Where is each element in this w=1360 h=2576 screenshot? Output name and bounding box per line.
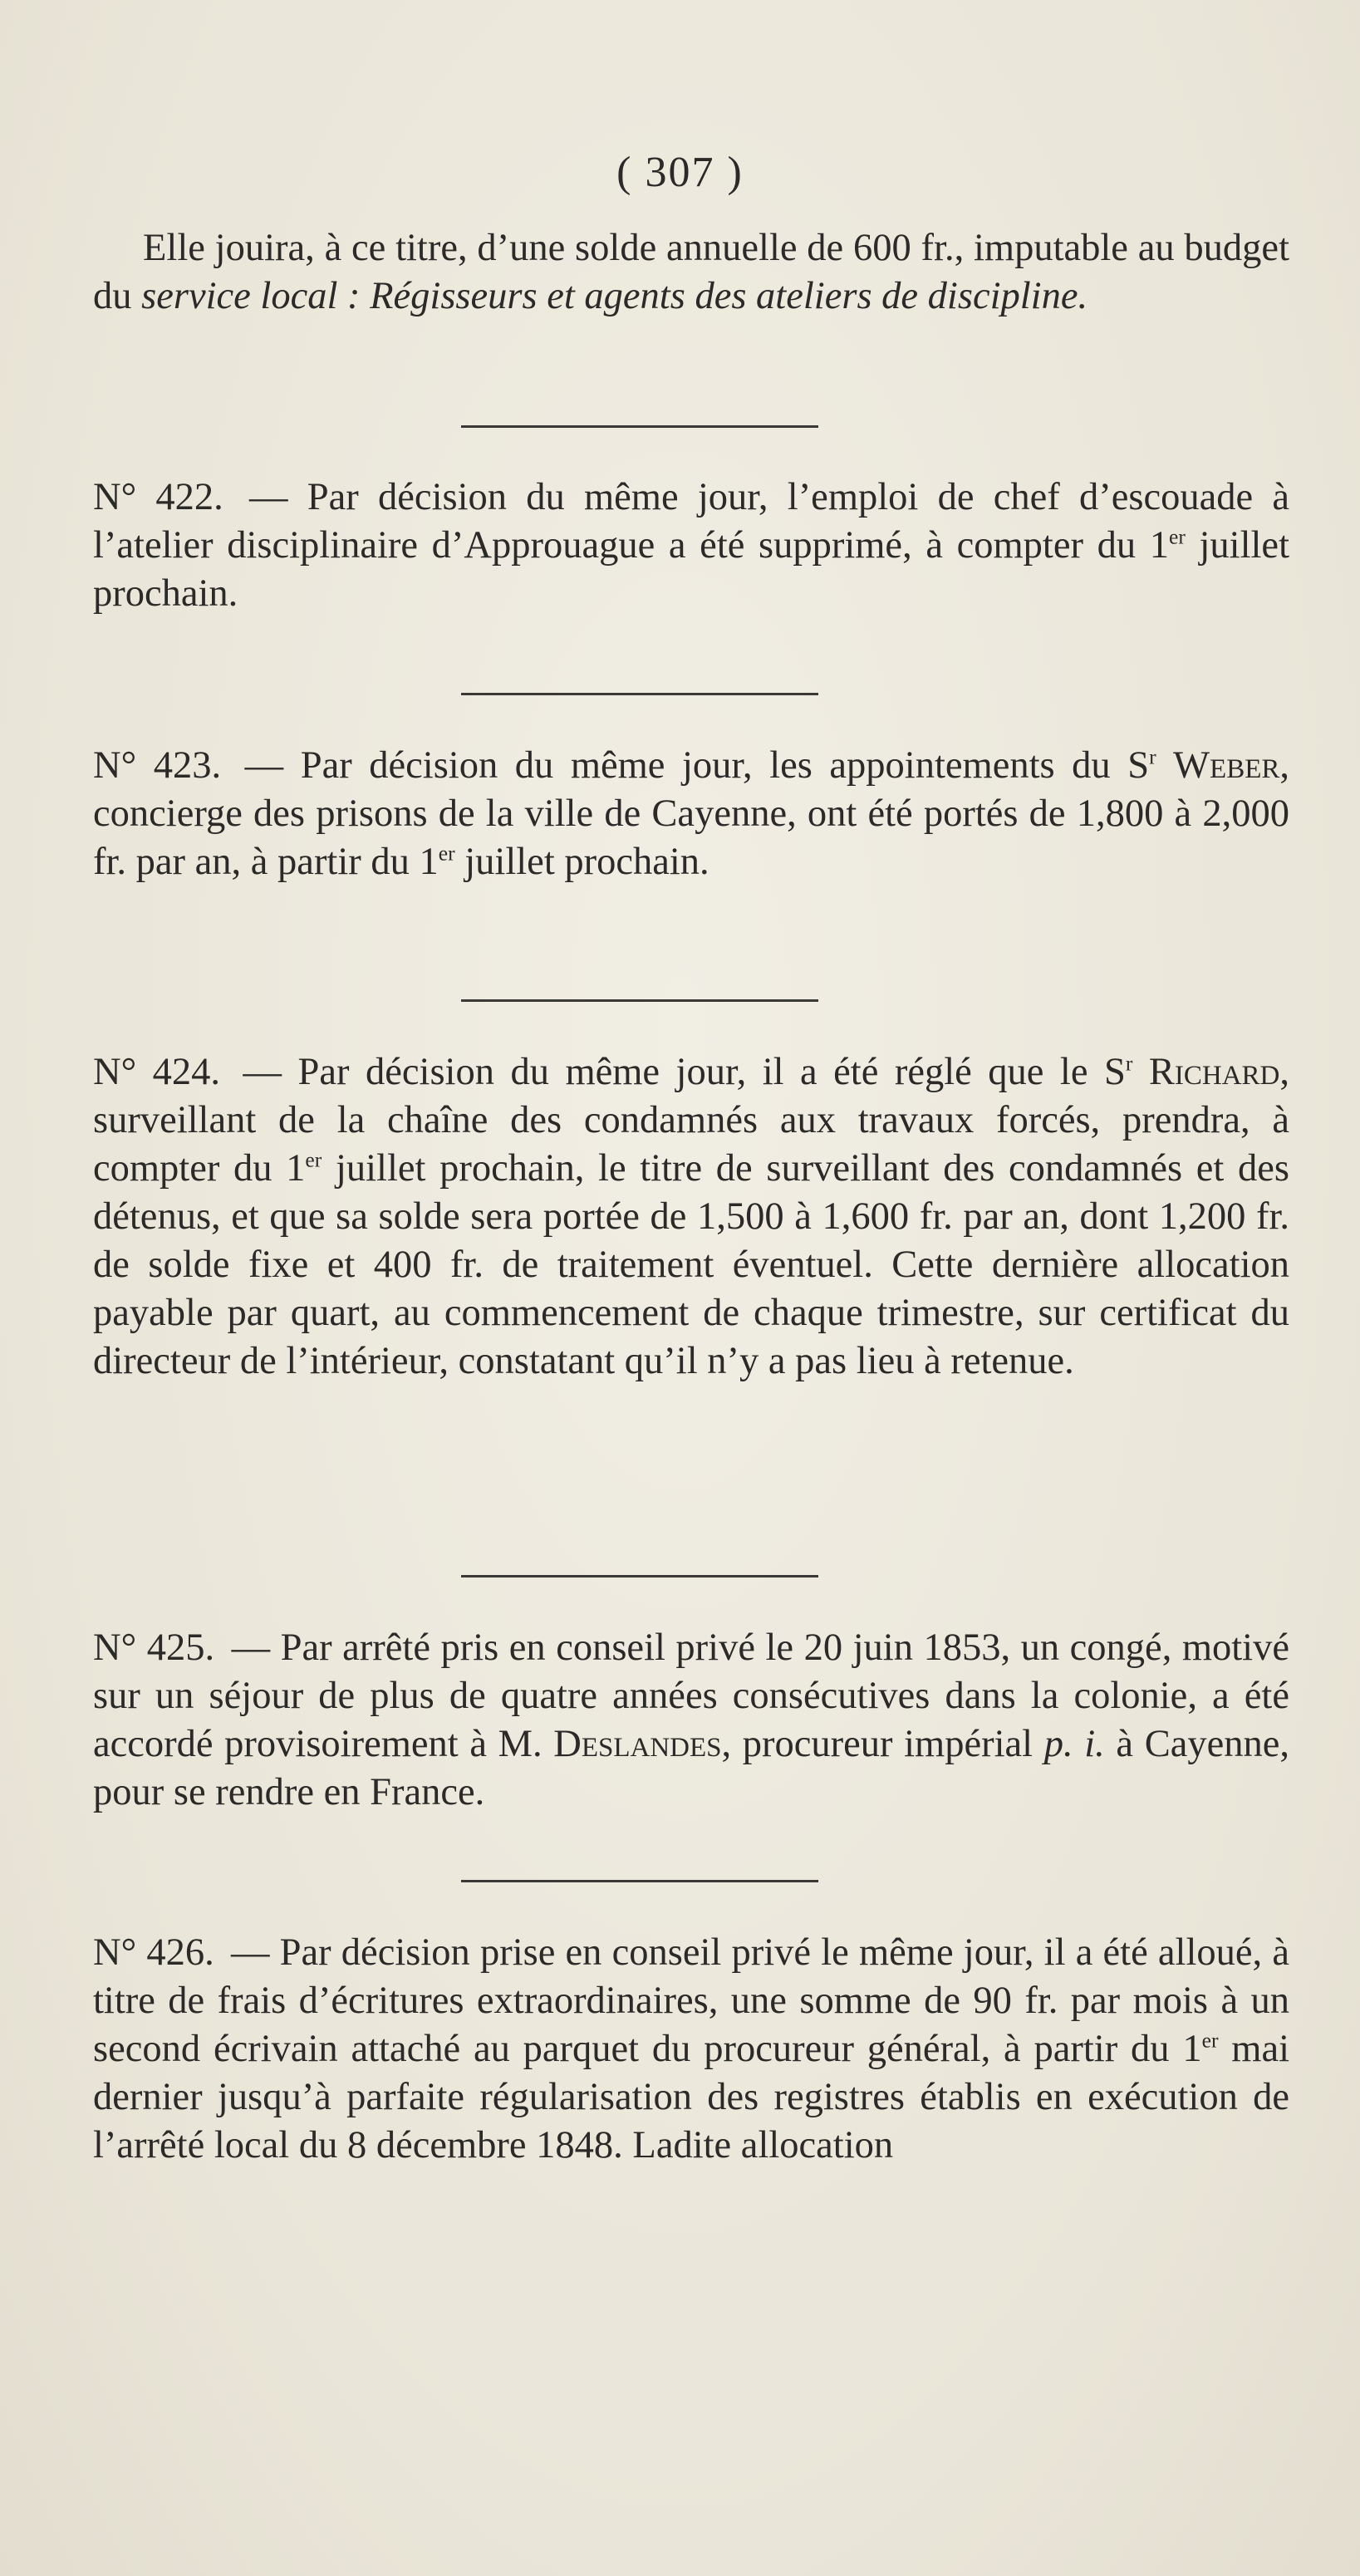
entry-423 bbox=[93, 742, 1289, 886]
separator-rule bbox=[461, 1880, 818, 1882]
entry-text: — Par arrêté pris en conseil privé le 20 juin 1853, un congé, motivé sur un séjour de plus de quatre années consécutives dans la colonie, a été accordé provisoirement à M. bbox=[93, 1627, 1289, 1765]
separator-rule bbox=[461, 425, 818, 428]
superscript: r bbox=[1125, 1051, 1133, 1076]
person-name: Weber bbox=[1173, 744, 1280, 787]
entry-text: juillet prochain. bbox=[93, 524, 1289, 615]
intro-text: Elle jouira, à ce titre, d’une solde annuelle de 600 fr., imputable au budget du bbox=[93, 227, 1289, 317]
italic-abbrev: p. i. bbox=[1043, 1723, 1105, 1765]
person-name: Richard bbox=[1148, 1051, 1280, 1093]
entry-text: , surveillant de la chaîne des condamnés aux travaux forcés, prendra, à compter du 1 bbox=[93, 1051, 1289, 1190]
entry-text: — Par décision du même jour, l’emploi de chef d’escouade à l’atelier disciplinaire d’Approuague a été supprimé, à compter du 1 bbox=[93, 476, 1289, 567]
separator-rule bbox=[461, 999, 818, 1002]
intro-italic: service local : Régisseurs et agents des ateliers de discipline. bbox=[141, 275, 1088, 317]
entry-text: juillet prochain, le titre de surveillant des condamnés et des détenus, et que sa solde sera portée de 1,500 à 1,600 fr. par an, dont 1,200 fr. de solde fixe et 400 fr. de traitement éventuel. Cette dernière allocation payable par quart, au commencement de chaque trimestre, sur certificat du directeur de l’intérieur, constatant qu’il n’y a pas lieu à retenue. bbox=[93, 1147, 1289, 1382]
entry-number: N° 425. bbox=[93, 1627, 215, 1669]
entry-text: à Cayenne, pour se rendre en France. bbox=[93, 1723, 1290, 1813]
superscript: er bbox=[1169, 524, 1186, 549]
entry-text: — Par décision du même jour, les appointements du S bbox=[228, 744, 1150, 787]
entry-text: , concierge des prisons de la ville de Cayenne, ont été portés de 1,800 à 2,000 fr. par an, à partir du 1 bbox=[93, 744, 1290, 883]
intro-paragraph bbox=[93, 224, 1289, 321]
entry-425 bbox=[93, 1624, 1289, 1817]
entry-text: — Par décision prise en conseil privé le même jour, il a été alloué, à titre de frais d’écritures extraordinaires, une somme de 90 fr. par mois à un second écrivain attaché au parquet du procureur général, à partir du 1 bbox=[93, 1931, 1289, 2070]
entry-number: N° 423. bbox=[93, 744, 222, 787]
entry-text: juillet prochain. bbox=[454, 841, 709, 883]
entry-number: N° 424. bbox=[93, 1051, 221, 1093]
entry-424 bbox=[93, 1048, 1289, 1386]
separator-rule bbox=[461, 1575, 818, 1577]
entry-number: N° 422. bbox=[93, 476, 223, 518]
entry-text: , procureur impérial bbox=[721, 1723, 1044, 1765]
person-name: Deslandes bbox=[553, 1723, 722, 1765]
entry-number: N° 426. bbox=[93, 1931, 214, 1974]
entry-426 bbox=[93, 1929, 1289, 2170]
entry-422 bbox=[93, 473, 1289, 618]
entry-text: — Par décision du même jour, il a été réglé que le S bbox=[227, 1051, 1126, 1093]
superscript: r bbox=[1149, 744, 1156, 769]
separator-rule bbox=[461, 693, 818, 695]
superscript: er bbox=[305, 1147, 322, 1172]
page-number: ( 307 ) bbox=[616, 149, 744, 196]
entry-text: mai dernier jusqu’à parfaite régularisation des registres établis en exécution de l’arrêté local du 8 décembre 1848. Ladite allocation bbox=[93, 2028, 1289, 2166]
superscript: er bbox=[438, 841, 455, 866]
superscript: er bbox=[1201, 2028, 1219, 2053]
